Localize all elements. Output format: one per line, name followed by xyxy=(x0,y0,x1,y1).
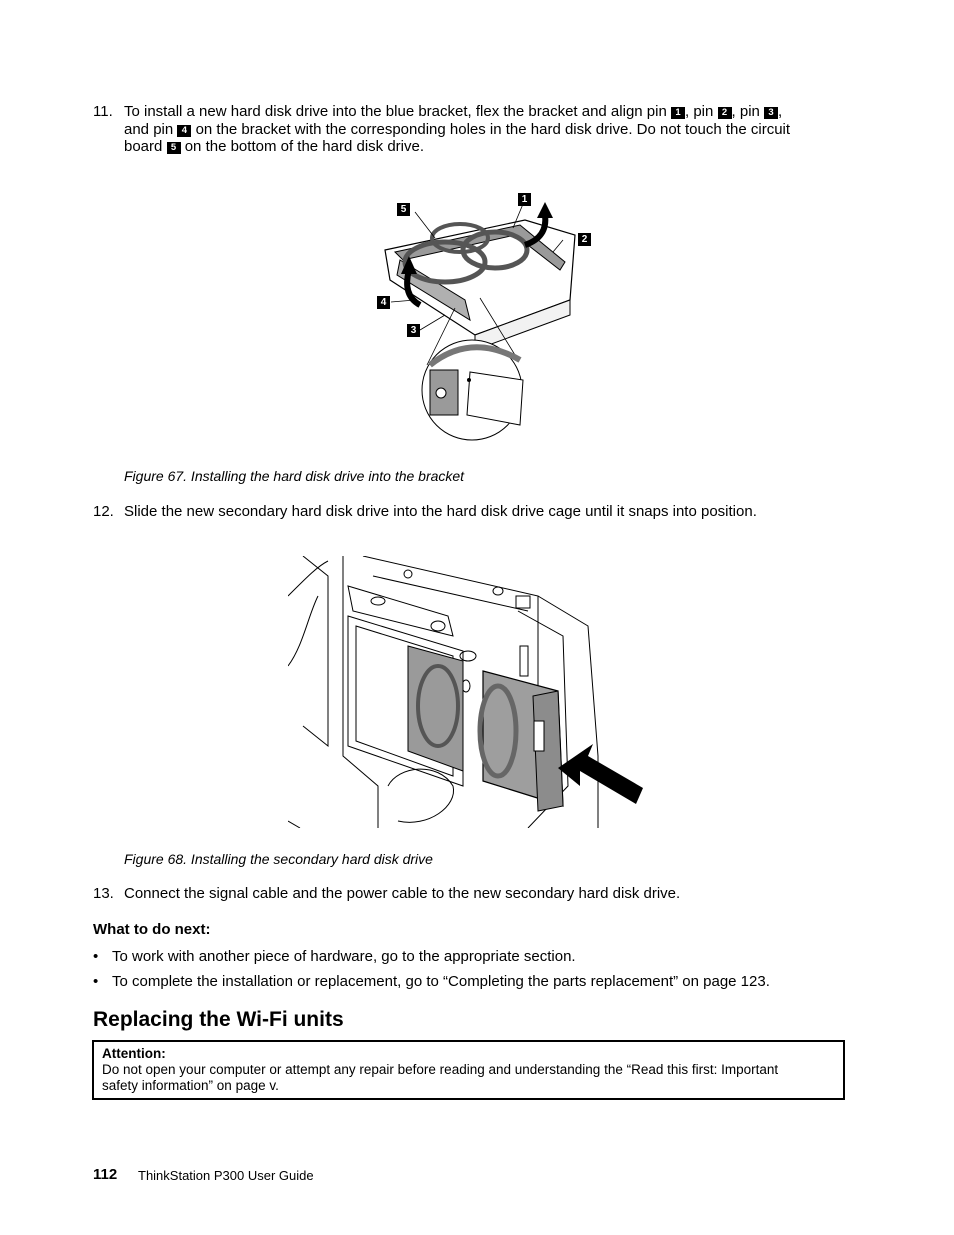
callout-2: 2 xyxy=(718,107,732,119)
step-11-text: To install a new hard disk drive into the blue bracket, flex the bracket and align pin xyxy=(124,103,667,120)
step-text: Slide the new secondary hard disk drive into the hard disk drive cage until it snaps into position. xyxy=(124,503,757,520)
attention-box xyxy=(92,1040,845,1100)
figure-68-caption: Figure 68. Installing the secondary hard disk drive xyxy=(124,851,433,867)
callout-1: 1 xyxy=(671,107,685,119)
figure-label-1: 1 xyxy=(518,193,531,206)
step-11-text: board xyxy=(124,138,163,155)
step-number: 12. xyxy=(93,503,114,520)
attention-label: Attention: xyxy=(102,1046,166,1061)
page-number: 112 xyxy=(93,1166,118,1183)
step-number: 11. xyxy=(93,103,113,120)
list-item-text: To work with another piece of hardware, go to the appropriate section. xyxy=(112,948,576,965)
attention-text: Do not open your computer or attempt any repair before reading and understanding the “Read this first: Important xyxy=(102,1062,779,1077)
list-item-text: To complete the installation or replacement, go to “Completing the parts replacement” on page 123. xyxy=(112,973,770,990)
step-11-text: , pin xyxy=(731,103,760,120)
attention-text: safety information” on page v. xyxy=(102,1078,279,1093)
step-text: Connect the signal cable and the power cable to the new secondary hard disk drive. xyxy=(124,885,681,902)
guide-title: ThinkStation P300 User Guide xyxy=(138,1168,314,1183)
step-11-text: on the bottom of the hard disk drive. xyxy=(184,138,425,155)
figure-label-5: 5 xyxy=(397,203,410,216)
figure-label-2: 2 xyxy=(578,233,591,246)
figure-67-caption: Figure 67. Installing the hard disk drive into the bracket xyxy=(124,468,465,484)
step-text xyxy=(124,103,839,156)
figure-67-illustration xyxy=(375,190,605,445)
section-title: Replacing the Wi-Fi units xyxy=(93,1008,344,1031)
step-number: 13. xyxy=(93,885,114,902)
callout-4: 4 xyxy=(177,125,191,137)
figure-label-4: 4 xyxy=(377,296,390,309)
step-11-text: , pin xyxy=(684,103,714,120)
step-11-text: and pin xyxy=(124,120,174,138)
hdd-cage-illustration xyxy=(288,556,648,828)
figure-68-illustration xyxy=(288,556,648,828)
figure-label-3: 3 xyxy=(407,324,420,337)
bullet-dot: • xyxy=(93,973,99,990)
bullet-dot: • xyxy=(93,948,99,965)
what-to-do-next-heading: What to do next: xyxy=(93,921,211,938)
step-11-text: on the bracket with the corresponding holes in the hard disk drive. Do not touch the circuit xyxy=(195,120,791,138)
callout-5: 5 xyxy=(167,142,181,154)
callout-3: 3 xyxy=(764,107,778,119)
hdd-bracket-illustration xyxy=(375,190,605,445)
step-11-text: , xyxy=(778,103,783,120)
